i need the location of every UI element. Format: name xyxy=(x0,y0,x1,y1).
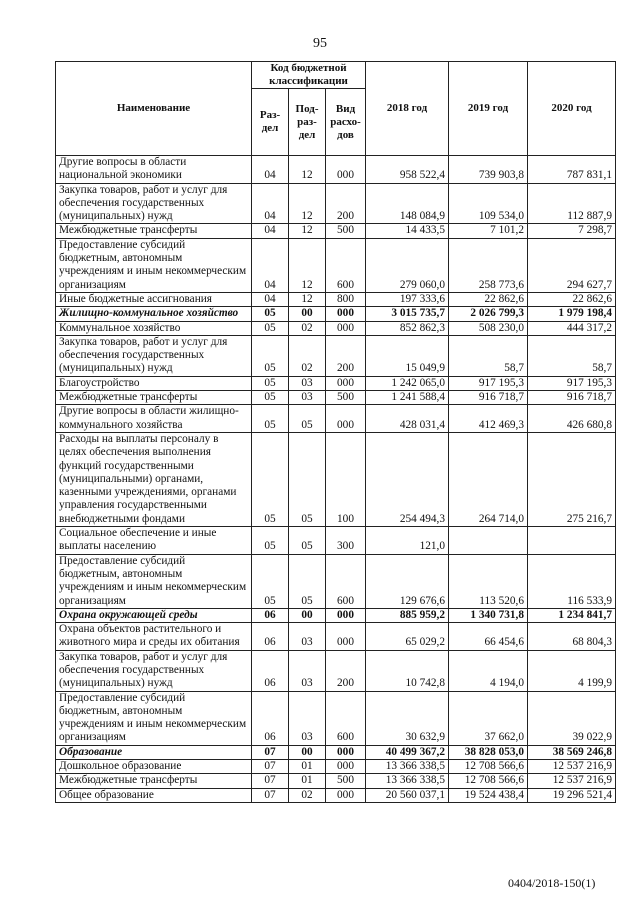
cell-vid: 000 xyxy=(326,321,366,335)
cell-name: Общее образование xyxy=(56,788,252,802)
table-row xyxy=(56,760,616,774)
cell-2018: 129 676,6 xyxy=(366,554,449,608)
cell-2019: 66 454,6 xyxy=(449,623,528,651)
table-row xyxy=(56,292,616,306)
cell-2019: 412 469,3 xyxy=(449,405,528,433)
cell-2018: 958 522,4 xyxy=(366,156,449,184)
cell-2018: 148 084,9 xyxy=(366,183,449,224)
cell-podrazdel: 12 xyxy=(289,156,326,184)
header-2020: 2020 год xyxy=(528,62,616,156)
cell-vid: 000 xyxy=(326,405,366,433)
cell-vid: 000 xyxy=(326,376,366,390)
cell-2019: 7 101,2 xyxy=(449,224,528,238)
cell-name: Дошкольное образование xyxy=(56,760,252,774)
cell-podrazdel: 01 xyxy=(289,760,326,774)
table-row xyxy=(56,432,616,526)
table-row xyxy=(56,321,616,335)
cell-razdel: 05 xyxy=(252,405,289,433)
cell-2020: 294 627,7 xyxy=(528,238,616,292)
cell-vid: 000 xyxy=(326,745,366,759)
header-2018: 2018 год xyxy=(366,62,449,156)
cell-razdel: 04 xyxy=(252,156,289,184)
cell-2020: 426 680,8 xyxy=(528,405,616,433)
cell-name: Межбюджетные трансферты xyxy=(56,224,252,238)
cell-2018: 14 433,5 xyxy=(366,224,449,238)
cell-vid: 000 xyxy=(326,608,366,622)
cell-2019: 38 828 053,0 xyxy=(449,745,528,759)
cell-name: Предоставление субсидий бюджетным, автономным учреждениям и иным некоммерческим организациям xyxy=(56,238,252,292)
cell-2020: 19 296 521,4 xyxy=(528,788,616,802)
cell-2019: 2 026 799,3 xyxy=(449,307,528,321)
cell-2020: 58,7 xyxy=(528,335,616,376)
cell-podrazdel: 12 xyxy=(289,292,326,306)
cell-podrazdel: 12 xyxy=(289,238,326,292)
cell-2019: 113 520,6 xyxy=(449,554,528,608)
cell-vid: 100 xyxy=(326,432,366,526)
cell-name: Расходы на выплаты персоналу в целях обеспечения выполнения функций государственными (муниципальными) органами, казенными учреждениями, органами управления государственными внебюджетными фондами xyxy=(56,432,252,526)
table-row xyxy=(56,183,616,224)
cell-name: Охрана объектов растительного и животного мира и среды их обитания xyxy=(56,623,252,651)
cell-2019: 916 718,7 xyxy=(449,391,528,405)
cell-2019: 917 195,3 xyxy=(449,376,528,390)
table-row xyxy=(56,691,616,745)
budget-table xyxy=(55,61,616,803)
header-name: Наименование xyxy=(56,62,252,156)
cell-2020: 7 298,7 xyxy=(528,224,616,238)
table-row xyxy=(56,391,616,405)
cell-2018: 254 494,3 xyxy=(366,432,449,526)
table-row xyxy=(56,156,616,184)
cell-podrazdel: 02 xyxy=(289,788,326,802)
cell-2019: 1 340 731,8 xyxy=(449,608,528,622)
cell-2019: 22 862,6 xyxy=(449,292,528,306)
cell-vid: 000 xyxy=(326,623,366,651)
cell-podrazdel: 05 xyxy=(289,405,326,433)
document-code: 0404/2018-150(1) xyxy=(508,876,596,890)
cell-2018: 10 742,8 xyxy=(366,650,449,691)
cell-podrazdel: 03 xyxy=(289,691,326,745)
header-2019: 2019 год xyxy=(449,62,528,156)
cell-2020 xyxy=(528,527,616,555)
cell-vid: 600 xyxy=(326,238,366,292)
cell-vid: 200 xyxy=(326,650,366,691)
cell-2020: 116 533,9 xyxy=(528,554,616,608)
cell-vid: 500 xyxy=(326,774,366,788)
cell-2020: 917 195,3 xyxy=(528,376,616,390)
cell-podrazdel: 03 xyxy=(289,376,326,390)
cell-vid: 600 xyxy=(326,691,366,745)
cell-name: Межбюджетные трансферты xyxy=(56,774,252,788)
cell-name: Социальное обеспечение и иные выплаты населению xyxy=(56,527,252,555)
table-row xyxy=(56,238,616,292)
cell-razdel: 07 xyxy=(252,745,289,759)
cell-2018: 279 060,0 xyxy=(366,238,449,292)
cell-razdel: 07 xyxy=(252,774,289,788)
cell-name: Предоставление субсидий бюджетным, автономным учреждениям и иным некоммерческим организациям xyxy=(56,691,252,745)
cell-2018: 1 242 065,0 xyxy=(366,376,449,390)
cell-2019: 739 903,8 xyxy=(449,156,528,184)
cell-podrazdel: 03 xyxy=(289,650,326,691)
cell-vid: 000 xyxy=(326,156,366,184)
cell-2020: 12 537 216,9 xyxy=(528,774,616,788)
cell-razdel: 07 xyxy=(252,760,289,774)
cell-vid: 000 xyxy=(326,307,366,321)
cell-podrazdel: 02 xyxy=(289,321,326,335)
cell-2018: 65 029,2 xyxy=(366,623,449,651)
cell-2020: 68 804,3 xyxy=(528,623,616,651)
cell-name: Другие вопросы в области жилищно-коммунального хозяйства xyxy=(56,405,252,433)
cell-2019: 258 773,6 xyxy=(449,238,528,292)
cell-2019: 37 662,0 xyxy=(449,691,528,745)
cell-2020: 444 317,2 xyxy=(528,321,616,335)
cell-2018: 197 333,6 xyxy=(366,292,449,306)
cell-razdel: 04 xyxy=(252,292,289,306)
cell-vid: 200 xyxy=(326,335,366,376)
cell-razdel: 04 xyxy=(252,238,289,292)
table-row xyxy=(56,307,616,321)
cell-2019: 58,7 xyxy=(449,335,528,376)
cell-2018: 15 049,9 xyxy=(366,335,449,376)
cell-2020: 1 979 198,4 xyxy=(528,307,616,321)
cell-vid: 300 xyxy=(326,527,366,555)
cell-razdel: 06 xyxy=(252,608,289,622)
header-razdel: Раз-дел xyxy=(252,89,289,156)
cell-2019 xyxy=(449,527,528,555)
table-row xyxy=(56,745,616,759)
cell-2018: 852 862,3 xyxy=(366,321,449,335)
cell-podrazdel: 12 xyxy=(289,224,326,238)
table-row xyxy=(56,405,616,433)
cell-name: Жилищно-коммунальное хозяйство xyxy=(56,307,252,321)
cell-vid: 200 xyxy=(326,183,366,224)
header-code-group: Код бюджетной классификации xyxy=(252,62,366,89)
cell-2020: 916 718,7 xyxy=(528,391,616,405)
cell-podrazdel: 01 xyxy=(289,774,326,788)
table-row xyxy=(56,554,616,608)
cell-name: Иные бюджетные ассигнования xyxy=(56,292,252,306)
table-row xyxy=(56,376,616,390)
cell-podrazdel: 05 xyxy=(289,527,326,555)
cell-2018: 40 499 367,2 xyxy=(366,745,449,759)
cell-2018: 30 632,9 xyxy=(366,691,449,745)
cell-podrazdel: 00 xyxy=(289,307,326,321)
cell-name: Другие вопросы в области национальной экономики xyxy=(56,156,252,184)
table-row xyxy=(56,650,616,691)
table-row xyxy=(56,623,616,651)
cell-podrazdel: 05 xyxy=(289,554,326,608)
cell-name: Охрана окружающей среды xyxy=(56,608,252,622)
cell-name: Предоставление субсидий бюджетным, автономным учреждениям и иным некоммерческим организациям xyxy=(56,554,252,608)
cell-2019: 19 524 438,4 xyxy=(449,788,528,802)
cell-2020: 1 234 841,7 xyxy=(528,608,616,622)
cell-vid: 000 xyxy=(326,760,366,774)
cell-2019: 12 708 566,6 xyxy=(449,760,528,774)
cell-razdel: 07 xyxy=(252,788,289,802)
cell-2020: 38 569 246,8 xyxy=(528,745,616,759)
cell-vid: 000 xyxy=(326,788,366,802)
cell-podrazdel: 00 xyxy=(289,608,326,622)
cell-2019: 12 708 566,6 xyxy=(449,774,528,788)
cell-razdel: 05 xyxy=(252,391,289,405)
cell-2019: 109 534,0 xyxy=(449,183,528,224)
cell-razdel: 05 xyxy=(252,376,289,390)
cell-vid: 500 xyxy=(326,224,366,238)
cell-vid: 800 xyxy=(326,292,366,306)
cell-2018: 428 031,4 xyxy=(366,405,449,433)
cell-2020: 112 887,9 xyxy=(528,183,616,224)
cell-razdel: 05 xyxy=(252,335,289,376)
cell-name: Закупка товаров, работ и услуг для обеспечения государственных (муниципальных) нужд xyxy=(56,183,252,224)
cell-2018: 20 560 037,1 xyxy=(366,788,449,802)
table-row xyxy=(56,788,616,802)
cell-name: Межбюджетные трансферты xyxy=(56,391,252,405)
page-number: 95 xyxy=(313,36,327,51)
cell-2018: 885 959,2 xyxy=(366,608,449,622)
table-row xyxy=(56,224,616,238)
table-row xyxy=(56,335,616,376)
cell-name: Благоустройство xyxy=(56,376,252,390)
cell-vid: 500 xyxy=(326,391,366,405)
cell-razdel: 04 xyxy=(252,183,289,224)
cell-2018: 1 241 588,4 xyxy=(366,391,449,405)
cell-2020: 39 022,9 xyxy=(528,691,616,745)
cell-podrazdel: 02 xyxy=(289,335,326,376)
cell-podrazdel: 00 xyxy=(289,745,326,759)
cell-razdel: 05 xyxy=(252,307,289,321)
cell-podrazdel: 12 xyxy=(289,183,326,224)
cell-2020: 4 199,9 xyxy=(528,650,616,691)
cell-2018: 13 366 338,5 xyxy=(366,760,449,774)
cell-razdel: 05 xyxy=(252,321,289,335)
cell-2019: 264 714,0 xyxy=(449,432,528,526)
cell-name: Образование xyxy=(56,745,252,759)
cell-razdel: 05 xyxy=(252,432,289,526)
cell-razdel: 06 xyxy=(252,650,289,691)
cell-2020: 22 862,6 xyxy=(528,292,616,306)
cell-2020: 787 831,1 xyxy=(528,156,616,184)
cell-podrazdel: 03 xyxy=(289,391,326,405)
table-row xyxy=(56,527,616,555)
cell-razdel: 04 xyxy=(252,224,289,238)
cell-2018: 3 015 735,7 xyxy=(366,307,449,321)
cell-2018: 13 366 338,5 xyxy=(366,774,449,788)
cell-vid: 600 xyxy=(326,554,366,608)
cell-2018: 121,0 xyxy=(366,527,449,555)
cell-name: Закупка товаров, работ и услуг для обеспечения государственных (муниципальных) нужд xyxy=(56,650,252,691)
cell-name: Коммунальное хозяйство xyxy=(56,321,252,335)
cell-podrazdel: 03 xyxy=(289,623,326,651)
cell-name: Закупка товаров, работ и услуг для обеспечения государственных (муниципальных) нужд xyxy=(56,335,252,376)
cell-razdel: 06 xyxy=(252,623,289,651)
cell-razdel: 06 xyxy=(252,691,289,745)
cell-2019: 4 194,0 xyxy=(449,650,528,691)
table-row xyxy=(56,774,616,788)
cell-2020: 275 216,7 xyxy=(528,432,616,526)
table-row xyxy=(56,608,616,622)
cell-2019: 508 230,0 xyxy=(449,321,528,335)
cell-razdel: 05 xyxy=(252,527,289,555)
cell-2020: 12 537 216,9 xyxy=(528,760,616,774)
header-podrazdel: Под-раз-дел xyxy=(289,89,326,156)
header-vid: Вид расхо-дов xyxy=(326,89,366,156)
cell-razdel: 05 xyxy=(252,554,289,608)
cell-podrazdel: 05 xyxy=(289,432,326,526)
